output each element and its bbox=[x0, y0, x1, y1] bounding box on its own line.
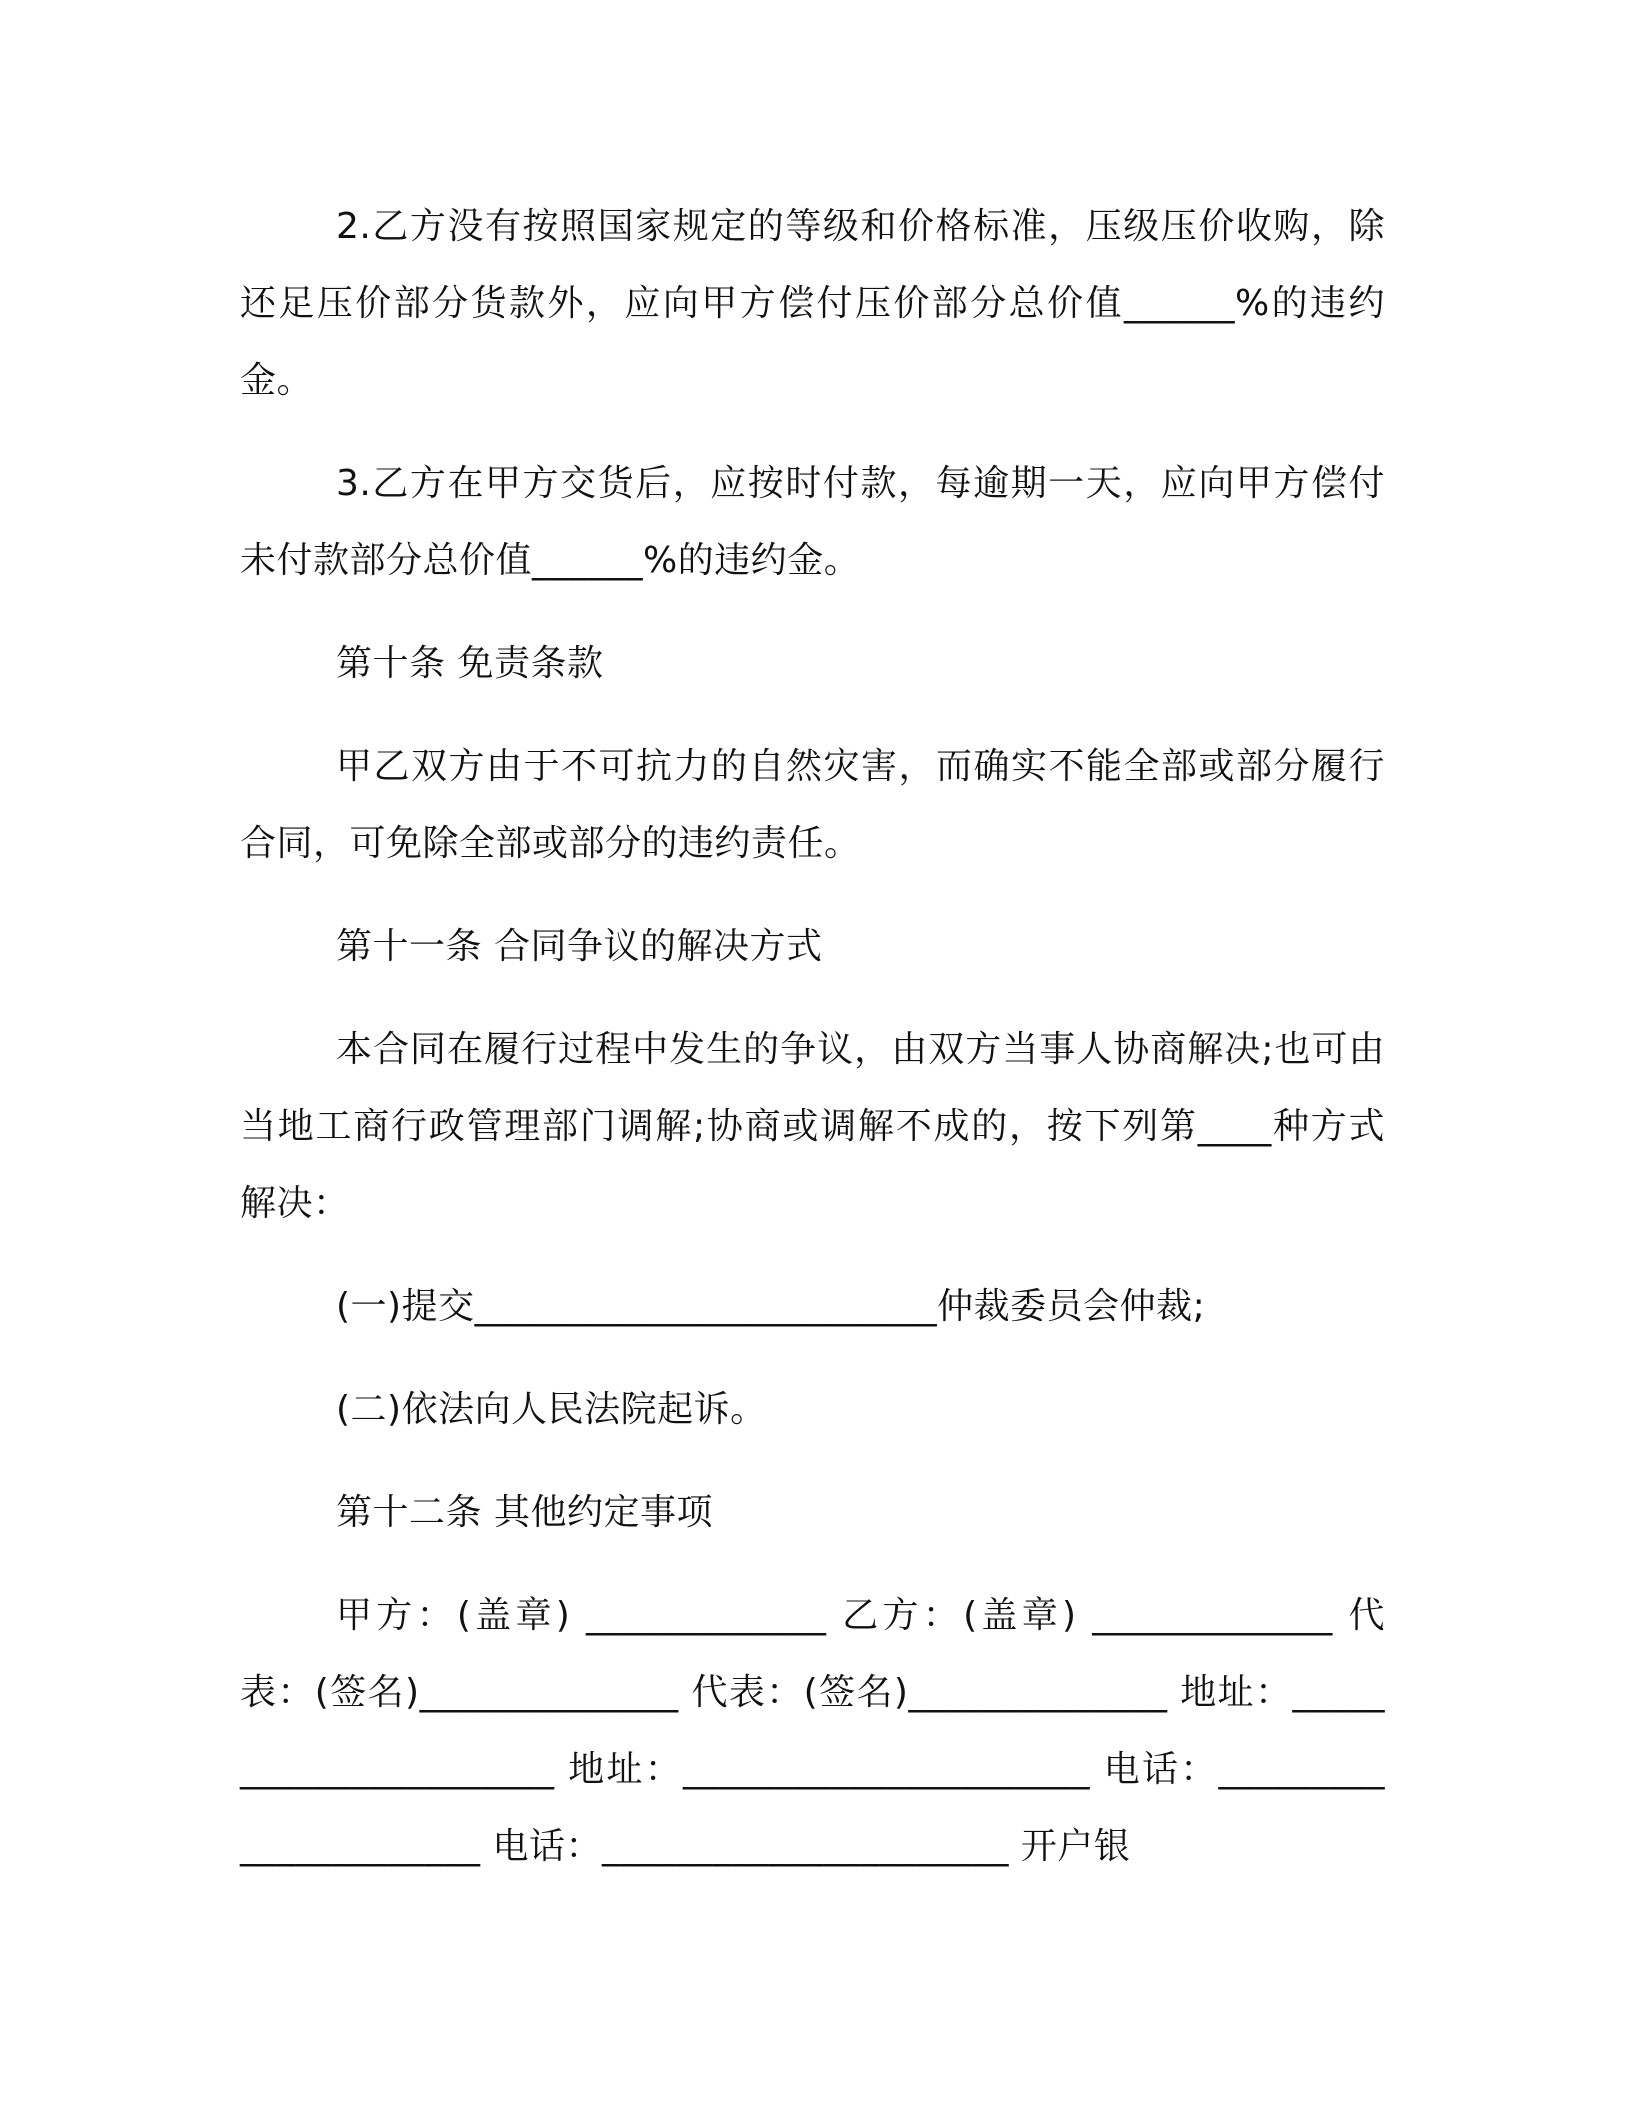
document-page bbox=[240, 188, 1385, 1911]
article-10-heading: 第十条 免责条款 bbox=[336, 643, 604, 684]
article-10-body: 甲乙双方由于不可抗力的自然灾害，而确实不能全部或部分履行合同，可免除全部或部分的违约责任。 bbox=[240, 746, 1385, 864]
article-11-body: 本合同在履行过程中发生的争议，由双方当事人协商解决;也可由当地工商行政管理部门调解;协商或调解不成的，按下列第____种方式解决： bbox=[240, 1029, 1385, 1224]
article-12-heading: 第十二条 其他约定事项 bbox=[336, 1492, 713, 1533]
clause-breach-item-2: 2.乙方没有按照国家规定的等级和价格标准，压级压价收购，除还足压价部分货款外，应向甲方偿付压价部分总价值______%的违约金。 bbox=[240, 206, 1385, 401]
signature-block: 甲方：(盖章) _____________ 乙方：(盖章) _____________ 代表：(签名)______________ 代表：(签名)______________ 地址：______________________ 地址：______________________ 电话：______________________ 电话：______________________ 开户银 bbox=[240, 1595, 1385, 1867]
article-11-option-2: (二)依法向人民法院起诉。 bbox=[336, 1389, 767, 1430]
article-11-heading: 第十一条 合同争议的解决方式 bbox=[336, 926, 823, 967]
clause-breach-item-3: 3.乙方在甲方交货后，应按时付款，每逾期一天，应向甲方偿付未付款部分总价值______%的违约金。 bbox=[240, 463, 1385, 581]
article-11-option-1: (一)提交_________________________仲裁委员会仲裁; bbox=[336, 1286, 1206, 1327]
